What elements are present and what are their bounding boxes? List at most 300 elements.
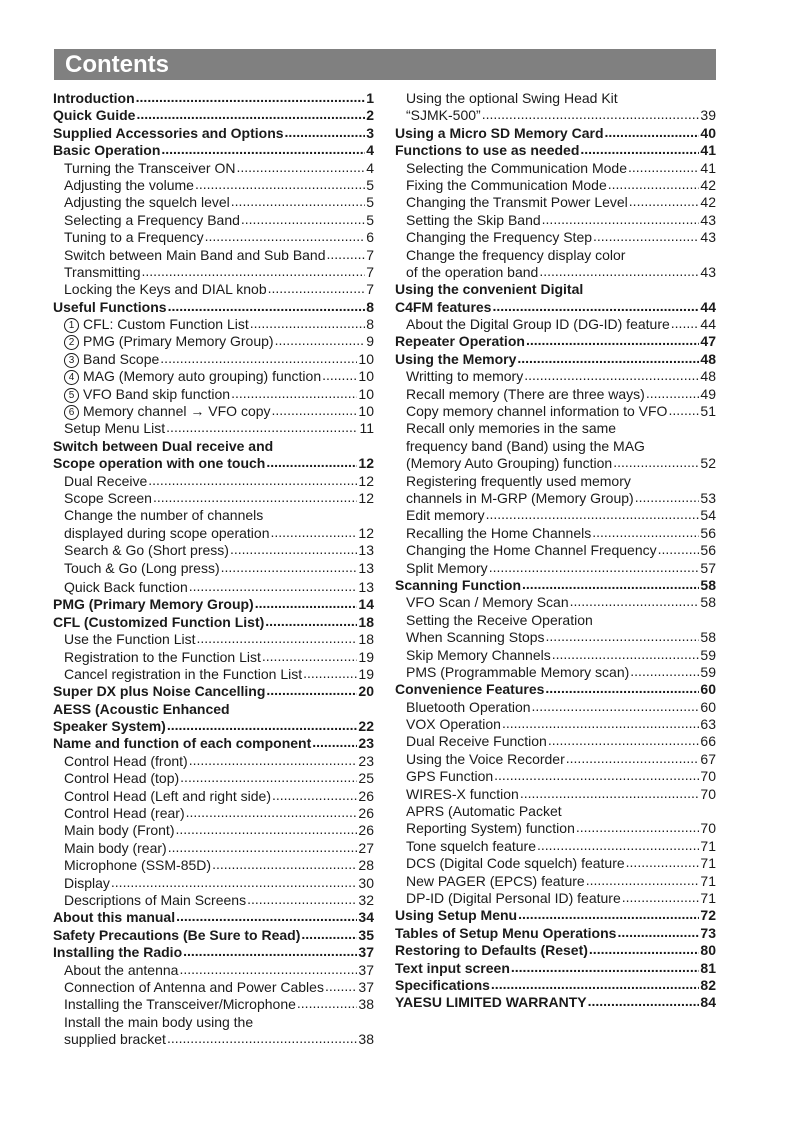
toc-page-number: 28 bbox=[358, 857, 374, 874]
toc-subsection-entry[interactable] bbox=[395, 786, 716, 803]
toc-page-number: 12 bbox=[358, 524, 374, 541]
toc-section-entry[interactable] bbox=[53, 90, 374, 107]
toc-entry-text: PMS (Programmable Memory scan) bbox=[406, 663, 630, 680]
toc-entry-text: Supplied Accessories and Options bbox=[53, 124, 284, 141]
dot-leader bbox=[205, 228, 366, 245]
toc-page-number: 51 bbox=[700, 403, 716, 420]
dot-leader bbox=[491, 976, 700, 993]
toc-entry-text: Speaker System) bbox=[53, 718, 166, 735]
dot-leader bbox=[586, 872, 700, 889]
dot-leader bbox=[230, 541, 357, 558]
toc-page-number: 38 bbox=[358, 1031, 374, 1048]
toc-column-left bbox=[53, 90, 374, 1048]
toc-page-number: 57 bbox=[700, 559, 716, 576]
dot-leader bbox=[168, 839, 358, 856]
toc-subsection-entry[interactable] bbox=[395, 560, 716, 577]
toc-subsection-entry[interactable] bbox=[53, 229, 374, 246]
toc-entry-text: Safety Precautions (Be Sure to Read) bbox=[53, 926, 301, 943]
toc-entry-text: Control Head (Left and right side) bbox=[64, 787, 271, 804]
toc-entry-title bbox=[395, 925, 616, 942]
toc-subsection-entry[interactable] bbox=[53, 770, 374, 787]
toc-page-number: 7 bbox=[366, 263, 374, 280]
toc-subsection-entry[interactable] bbox=[53, 892, 374, 909]
toc-entry-text: Turning the Transceiver ON bbox=[64, 159, 236, 176]
toc-subsection-entry[interactable] bbox=[53, 560, 374, 577]
dot-leader bbox=[494, 767, 699, 784]
dot-leader bbox=[212, 856, 357, 873]
circled-number: 5 bbox=[64, 388, 79, 403]
toc-subsection-entry[interactable] bbox=[53, 962, 374, 979]
toc-page-number: 81 bbox=[700, 959, 716, 976]
toc-section-entry[interactable] bbox=[53, 683, 374, 700]
toc-subsection-entry[interactable] bbox=[53, 753, 374, 770]
toc-page-number: 52 bbox=[700, 455, 716, 472]
toc-entry-text: APRS (Automatic Packet bbox=[406, 803, 562, 820]
toc-entry-text: DCS (Digital Code squelch) feature bbox=[406, 855, 625, 872]
toc-entry-text: Functions to use as needed bbox=[395, 142, 580, 159]
toc-entry-text: “SJMK-500” bbox=[406, 107, 481, 124]
page-title: Contents bbox=[65, 51, 169, 78]
toc-entry-text: DP-ID (Digital Personal ID) feature bbox=[406, 889, 621, 906]
toc-page-number: 43 bbox=[700, 263, 716, 280]
dot-leader bbox=[576, 819, 700, 836]
toc-entry-text: Using the convenient Digital bbox=[395, 281, 584, 298]
dot-leader bbox=[593, 228, 699, 245]
toc-entry-title bbox=[406, 647, 551, 664]
toc-page-number: 70 bbox=[700, 820, 716, 837]
toc-section-entry[interactable] bbox=[395, 994, 716, 1011]
toc-subsection-entry[interactable] bbox=[53, 264, 374, 281]
toc-page-number: 44 bbox=[700, 316, 716, 333]
toc-entry-text: Descriptions of Main Screens bbox=[64, 891, 247, 908]
toc-entry-title bbox=[406, 264, 538, 281]
toc-page-number: 67 bbox=[700, 750, 716, 767]
toc-subsection-entry[interactable] bbox=[53, 403, 374, 420]
dot-leader bbox=[539, 263, 699, 280]
toc-page-number: 18 bbox=[358, 613, 374, 630]
toc-entry-text: Introduction bbox=[53, 90, 135, 106]
toc-page-number: 3 bbox=[366, 124, 374, 141]
toc-entry-text: Switch between Main Band and Sub Band bbox=[64, 246, 326, 263]
toc-entry-title bbox=[64, 1014, 253, 1031]
toc-entry-title bbox=[53, 107, 135, 124]
toc-subsection-entry[interactable] bbox=[53, 420, 374, 437]
toc-subsection-entry[interactable] bbox=[53, 979, 374, 996]
toc-subsection-entry[interactable] bbox=[395, 542, 716, 559]
toc-entry-text: Registering frequently used memory bbox=[406, 472, 631, 489]
toc-entry-title bbox=[406, 733, 547, 750]
toc-subsection-entry[interactable] bbox=[395, 229, 716, 246]
dot-leader bbox=[671, 315, 700, 332]
toc-section-entry[interactable] bbox=[395, 142, 716, 159]
toc-page-number: 34 bbox=[358, 909, 374, 926]
toc-entry-title bbox=[406, 229, 592, 246]
toc-subsection-entry[interactable] bbox=[53, 247, 374, 264]
circled-number: 3 bbox=[64, 353, 79, 368]
dot-leader bbox=[176, 908, 357, 925]
toc-page-number: 42 bbox=[700, 176, 716, 193]
toc-page-number: 58 bbox=[700, 576, 716, 593]
toc-subsection-entry[interactable] bbox=[53, 177, 374, 194]
toc-subsection-entry[interactable] bbox=[53, 822, 374, 839]
toc-subsection-entry[interactable] bbox=[53, 631, 374, 648]
dot-leader bbox=[189, 752, 358, 769]
toc-section-entry[interactable] bbox=[53, 944, 374, 961]
toc-entry-title bbox=[64, 525, 269, 542]
toc-page-number: 54 bbox=[700, 507, 716, 524]
toc-entry-text: Restoring to Defaults (Reset) bbox=[395, 942, 588, 959]
dot-leader bbox=[617, 924, 699, 941]
toc-subsection-entry[interactable] bbox=[395, 873, 716, 890]
toc-entry-text: Install the main body using the bbox=[64, 1013, 254, 1030]
toc-page-number: 12 bbox=[358, 489, 374, 506]
dot-leader bbox=[175, 821, 357, 838]
toc-subsection-entry[interactable] bbox=[395, 194, 716, 211]
dot-leader bbox=[520, 785, 700, 802]
toc-page-number: 4 bbox=[366, 142, 374, 159]
dot-leader bbox=[297, 995, 358, 1012]
toc-entry-title bbox=[64, 840, 167, 857]
toc-section-entry[interactable] bbox=[53, 125, 374, 142]
toc-entry-text: Cancel registration in the Function List bbox=[64, 665, 303, 682]
toc-page-number: 27 bbox=[358, 839, 374, 856]
toc-subsection-entry[interactable] bbox=[53, 840, 374, 857]
dot-leader bbox=[537, 837, 699, 854]
toc-page-number: 37 bbox=[358, 944, 374, 961]
dot-leader bbox=[630, 663, 699, 680]
toc-entry-title bbox=[395, 125, 604, 142]
toc-subsection-entry bbox=[395, 90, 716, 107]
toc-page-number: 38 bbox=[358, 996, 374, 1013]
toc-page-number: 70 bbox=[700, 768, 716, 785]
toc-subsection-entry[interactable] bbox=[395, 629, 716, 646]
toc-entry-text: Quick Guide bbox=[53, 107, 136, 124]
toc-subsection-entry[interactable] bbox=[395, 264, 716, 281]
toc-page-number: 44 bbox=[700, 298, 716, 315]
dot-leader bbox=[167, 1030, 357, 1047]
toc-entry-title bbox=[406, 716, 501, 733]
toc-entry-text: Using a Micro SD Memory Card bbox=[395, 124, 604, 141]
toc-entry-title bbox=[64, 386, 230, 404]
toc-entry-title bbox=[64, 212, 240, 229]
toc-subsection-entry[interactable] bbox=[395, 507, 716, 524]
toc-entry-text: displayed during scope operation bbox=[64, 524, 270, 541]
toc-page-number: 71 bbox=[700, 889, 716, 906]
toc-subsection-entry[interactable] bbox=[395, 177, 716, 194]
toc-subsection-entry[interactable] bbox=[395, 368, 716, 385]
toc-entry-title bbox=[406, 612, 593, 629]
toc-page-number: 25 bbox=[358, 770, 374, 787]
toc-section-entry[interactable] bbox=[395, 125, 716, 142]
toc-section-entry[interactable] bbox=[53, 909, 374, 926]
dot-leader bbox=[546, 628, 700, 645]
toc-entry-title bbox=[406, 438, 645, 455]
toc-entry-text: Band Scope bbox=[83, 350, 160, 367]
toc-section-entry[interactable] bbox=[53, 107, 374, 124]
toc-column-right bbox=[395, 90, 716, 1012]
toc-entry-title bbox=[406, 177, 607, 194]
toc-section-entry[interactable] bbox=[53, 142, 374, 159]
toc-page-number: 26 bbox=[358, 822, 374, 839]
dot-leader bbox=[275, 332, 366, 349]
dot-leader bbox=[532, 698, 700, 715]
toc-entry-title bbox=[406, 212, 541, 229]
toc-entry-title bbox=[53, 438, 273, 455]
toc-entry-text: Writting to memory bbox=[406, 368, 524, 385]
toc-entry-title bbox=[53, 944, 182, 961]
dot-leader bbox=[548, 732, 700, 749]
toc-subsection-entry[interactable] bbox=[395, 664, 716, 681]
toc-section-entry[interactable] bbox=[53, 596, 374, 613]
toc-subsection-entry[interactable] bbox=[395, 316, 716, 333]
toc-entry-title bbox=[395, 681, 544, 698]
toc-entry-text: Specifications bbox=[395, 976, 490, 993]
toc-section-entry[interactable] bbox=[53, 455, 374, 472]
toc-subsection-entry[interactable] bbox=[53, 788, 374, 805]
toc-entry-title bbox=[406, 768, 493, 785]
toc-entry-text: Locking the Keys and DIAL knob bbox=[64, 281, 267, 298]
toc-section-entry[interactable] bbox=[395, 681, 716, 698]
toc-entry-title bbox=[406, 890, 621, 907]
toc-page-number: 58 bbox=[700, 594, 716, 611]
dot-leader bbox=[658, 541, 700, 558]
toc-page-number: 22 bbox=[358, 718, 374, 735]
toc-subsection-entry[interactable] bbox=[53, 996, 374, 1013]
toc-page-number: 13 bbox=[358, 578, 374, 595]
toc-entry-title bbox=[53, 125, 284, 142]
toc-subsection-entry bbox=[395, 438, 716, 455]
toc-subsection-entry[interactable] bbox=[395, 838, 716, 855]
toc-page-number: 39 bbox=[700, 107, 716, 124]
toc-entry-text: AESS (Acoustic Enhanced bbox=[53, 700, 230, 717]
toc-subsection-entry[interactable] bbox=[395, 594, 716, 611]
toc-section-entry[interactable] bbox=[53, 299, 374, 316]
toc-entry-title bbox=[406, 855, 625, 872]
dot-leader bbox=[301, 926, 357, 943]
toc-subsection-entry[interactable] bbox=[53, 490, 374, 507]
dot-leader bbox=[272, 402, 358, 419]
dot-leader bbox=[592, 524, 699, 541]
dot-leader bbox=[231, 193, 365, 210]
toc-page-number: 42 bbox=[700, 194, 716, 211]
dot-leader bbox=[303, 665, 357, 682]
toc-entry-title bbox=[406, 316, 670, 333]
toc-entry-text: Registration to the Function List bbox=[64, 648, 261, 665]
circled-number: 6 bbox=[64, 405, 79, 420]
toc-subsection-entry[interactable] bbox=[53, 281, 374, 298]
toc-subsection-entry[interactable] bbox=[395, 751, 716, 768]
toc-section-entry[interactable] bbox=[395, 942, 716, 959]
toc-entry-title bbox=[64, 247, 326, 264]
toc-entry-text: Installing the Transceiver/Microphone bbox=[64, 996, 296, 1013]
toc-subsection-entry[interactable] bbox=[53, 212, 374, 229]
toc-subsection-entry[interactable] bbox=[53, 1031, 374, 1048]
toc-page-number: 10 bbox=[358, 403, 374, 420]
toc-section-entry bbox=[53, 438, 374, 455]
toc-entry-text: VFO Band skip function bbox=[83, 385, 231, 402]
toc-page-number: 60 bbox=[700, 681, 716, 698]
toc-entry-text: Control Head (front) bbox=[64, 752, 188, 769]
toc-entry-title bbox=[406, 247, 625, 264]
dot-leader bbox=[580, 141, 699, 158]
toc-entry-title bbox=[406, 90, 618, 107]
toc-subsection-entry[interactable] bbox=[53, 525, 374, 542]
toc-page-number: 6 bbox=[366, 229, 374, 246]
toc-entry-title bbox=[53, 614, 264, 631]
toc-entry-text: of the operation band bbox=[406, 263, 539, 280]
toc-entry-text: Skip Memory Channels bbox=[406, 646, 551, 663]
toc-entry-title bbox=[406, 490, 634, 507]
toc-subsection-entry[interactable] bbox=[53, 194, 374, 211]
toc-entry-title bbox=[53, 701, 230, 718]
toc-subsection-entry[interactable] bbox=[395, 403, 716, 420]
toc-entry-text: PMG (Primary Memory Group) bbox=[53, 596, 254, 613]
toc-subsection-entry[interactable] bbox=[53, 333, 374, 350]
toc-page-number: 23 bbox=[358, 752, 374, 769]
toc-entry-title bbox=[64, 160, 235, 177]
dot-leader bbox=[566, 750, 700, 767]
toc-subsection-entry[interactable] bbox=[53, 649, 374, 666]
toc-entry-title bbox=[64, 996, 296, 1013]
toc-entry-title bbox=[53, 299, 167, 316]
toc-entry-text: Setup Menu List bbox=[64, 420, 166, 437]
toc-entry-title bbox=[53, 718, 166, 735]
toc-section-entry[interactable] bbox=[53, 718, 374, 735]
toc-subsection-entry[interactable] bbox=[53, 316, 374, 333]
toc-entry-title bbox=[406, 560, 488, 577]
toc-subsection-entry[interactable] bbox=[395, 820, 716, 837]
dot-leader bbox=[247, 891, 357, 908]
toc-subsection-entry[interactable] bbox=[53, 473, 374, 490]
dot-leader bbox=[197, 630, 358, 647]
toc-subsection-entry[interactable] bbox=[395, 107, 716, 124]
toc-subsection-entry[interactable] bbox=[53, 666, 374, 683]
toc-subsection-entry[interactable] bbox=[395, 212, 716, 229]
toc-subsection-entry[interactable] bbox=[53, 160, 374, 177]
toc-subsection-entry bbox=[395, 612, 716, 629]
toc-section-entry[interactable] bbox=[395, 977, 716, 994]
toc-entry-text: Repeater Operation bbox=[395, 333, 525, 350]
toc-subsection-entry[interactable] bbox=[53, 542, 374, 559]
toc-page-number: 49 bbox=[700, 385, 716, 402]
toc-subsection-entry[interactable] bbox=[395, 768, 716, 785]
toc-subsection-entry[interactable] bbox=[395, 733, 716, 750]
toc-subsection-entry[interactable] bbox=[53, 579, 374, 596]
toc-subsection-entry bbox=[53, 1014, 374, 1031]
dot-leader bbox=[179, 961, 357, 978]
dot-leader bbox=[161, 141, 365, 158]
toc-entry-text: Convenience Features bbox=[395, 681, 545, 698]
toc-section-entry[interactable] bbox=[53, 927, 374, 944]
toc-page-number: 18 bbox=[358, 631, 374, 648]
dot-leader bbox=[626, 854, 700, 871]
dot-leader bbox=[186, 804, 358, 821]
toc-subsection-entry[interactable] bbox=[395, 647, 716, 664]
toc-entry-text: Scope Screen bbox=[64, 489, 152, 506]
toc-entry-text: GPS Function bbox=[406, 768, 494, 785]
dot-leader bbox=[524, 367, 699, 384]
toc-entry-text: Dual Receive Function bbox=[406, 733, 547, 750]
dot-leader bbox=[312, 734, 357, 751]
toc-entry-title bbox=[406, 386, 645, 403]
toc-entry-text: Edit memory bbox=[406, 507, 485, 524]
toc-page-number: 60 bbox=[700, 698, 716, 715]
toc-section-entry[interactable] bbox=[395, 333, 716, 350]
toc-entry-title bbox=[64, 420, 165, 437]
toc-entry-text: Using the Voice Recorder bbox=[406, 750, 565, 767]
toc-entry-title bbox=[64, 403, 271, 421]
dot-leader bbox=[266, 454, 357, 471]
toc-section-entry bbox=[395, 281, 716, 298]
toc-page-number: 72 bbox=[700, 907, 716, 924]
circled-number: 1 bbox=[64, 318, 79, 333]
toc-subsection-entry[interactable] bbox=[395, 855, 716, 872]
toc-entry-text: Bluetooth Operation bbox=[406, 698, 531, 715]
toc-entry-title bbox=[406, 803, 562, 820]
toc-entry-title bbox=[406, 838, 536, 855]
toc-entry-text: Dual Receive bbox=[64, 472, 148, 489]
toc-section-entry[interactable] bbox=[53, 614, 374, 631]
dot-leader bbox=[160, 350, 357, 367]
toc-subsection-entry[interactable] bbox=[53, 368, 374, 385]
toc-page-number: 12 bbox=[358, 472, 374, 489]
toc-entry-text: Using the optional Swing Head Kit bbox=[406, 90, 618, 106]
toc-entry-text: Scope operation with one touch bbox=[53, 455, 266, 472]
toc-section-entry[interactable] bbox=[53, 735, 374, 752]
toc-subsection-entry[interactable] bbox=[395, 386, 716, 403]
toc-section-entry[interactable] bbox=[395, 351, 716, 368]
toc-entry-text: Control Head (rear) bbox=[64, 805, 185, 822]
toc-entry-text: Changing the Home Channel Frequency bbox=[406, 542, 657, 559]
toc-section-entry[interactable] bbox=[395, 907, 716, 924]
dot-leader bbox=[608, 176, 700, 193]
dot-leader bbox=[136, 106, 365, 123]
toc-page-number: 40 bbox=[700, 124, 716, 141]
dot-leader bbox=[167, 717, 358, 734]
dot-leader bbox=[589, 941, 700, 958]
toc-entry-text: Super DX plus Noise Cancelling bbox=[53, 683, 266, 700]
toc-entry-text: Quick Back function bbox=[64, 578, 188, 595]
toc-subsection-entry[interactable] bbox=[395, 525, 716, 542]
toc-page-number: 56 bbox=[700, 524, 716, 541]
toc-subsection-entry[interactable] bbox=[53, 386, 374, 403]
toc-subsection-entry[interactable] bbox=[395, 699, 716, 716]
dot-leader bbox=[153, 489, 357, 506]
toc-section-entry[interactable] bbox=[395, 299, 716, 316]
toc-subsection-entry[interactable] bbox=[53, 875, 374, 892]
toc-subsection-entry[interactable] bbox=[53, 805, 374, 822]
toc-subsection-entry[interactable] bbox=[395, 716, 716, 733]
toc-section-entry[interactable] bbox=[395, 960, 716, 977]
toc-subsection-entry[interactable] bbox=[395, 890, 716, 907]
toc-entry-text: Selecting the Communication Mode bbox=[406, 159, 628, 176]
toc-subsection-entry[interactable] bbox=[395, 455, 716, 472]
toc-subsection-entry[interactable] bbox=[53, 857, 374, 874]
toc-page-number: 56 bbox=[700, 542, 716, 559]
dot-leader bbox=[285, 124, 366, 141]
toc-entry-text: Transmitting bbox=[64, 263, 141, 280]
toc-subsection-entry[interactable] bbox=[53, 351, 374, 368]
toc-entry-title bbox=[406, 525, 591, 542]
toc-section-entry[interactable] bbox=[395, 577, 716, 594]
toc-entry-text: Fixing the Communication Mode bbox=[406, 176, 607, 193]
toc-page-number: 19 bbox=[358, 648, 374, 665]
toc-entry-text: Main body (rear) bbox=[64, 839, 167, 856]
toc-subsection-entry[interactable] bbox=[395, 160, 716, 177]
toc-subsection-entry[interactable] bbox=[395, 490, 716, 507]
toc-entry-text: About this manual bbox=[53, 909, 176, 926]
toc-section-entry[interactable] bbox=[395, 925, 716, 942]
